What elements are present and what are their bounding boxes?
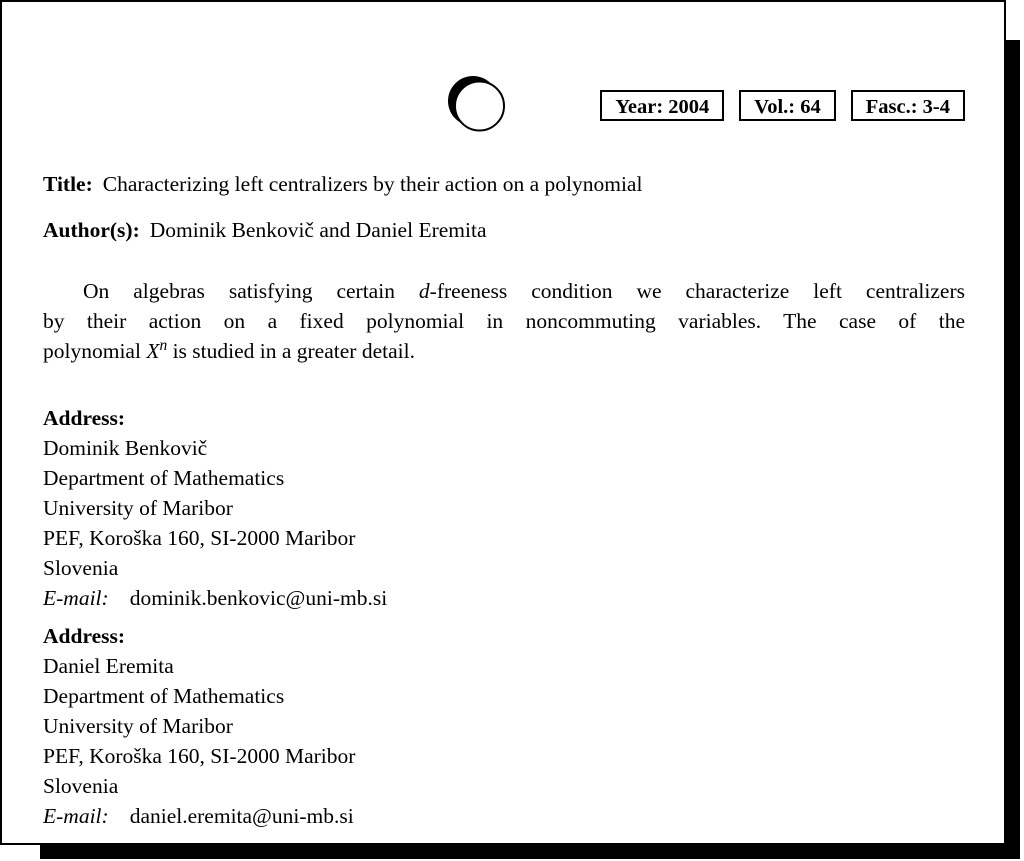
address-heading: Address: — [43, 624, 126, 648]
address-university: University of Maribor — [43, 496, 233, 520]
address-name: Daniel Eremita — [43, 654, 174, 678]
email-label: E-mail: — [43, 586, 109, 610]
abstract-line-1 — [43, 276, 965, 306]
abstract-line-3 — [43, 336, 965, 366]
address-university: University of Maribor — [43, 714, 233, 738]
address-department: Department of Mathematics — [43, 466, 285, 490]
abstract-line-2 — [43, 306, 965, 336]
abstract-text: by their action on a fixed polynomial in noncommuting variables. The case of the — [43, 309, 965, 333]
address-heading: Address: — [43, 406, 126, 430]
address-block-1 — [43, 403, 965, 613]
page-shadow-bottom — [40, 845, 1020, 859]
title-line — [43, 169, 965, 199]
address-name: Dominik Benkovič — [43, 436, 208, 460]
math-var-x: X — [146, 339, 160, 363]
math-var-d: d — [418, 279, 430, 303]
abstract — [43, 276, 965, 366]
email-line — [43, 583, 965, 613]
page-content — [2, 76, 1004, 831]
address-country: Slovenia — [43, 556, 119, 580]
abstract-text: polynomial — [43, 339, 147, 363]
crescent-moon-logo — [447, 76, 507, 134]
title-text: Characterizing left centralizers by their action on a polynomial — [102, 172, 643, 196]
address-department: Department of Mathematics — [43, 684, 285, 708]
abstract-text: -freeness condition we characterize left centralizers — [429, 279, 965, 303]
address-street: PEF, Koroška 160, SI-2000 Maribor — [43, 744, 356, 768]
email-line — [43, 801, 965, 831]
email-address: daniel.eremita@uni-mb.si — [129, 804, 354, 828]
author-line — [43, 215, 965, 245]
abstract-text: On algebras satisfying certain — [83, 279, 419, 303]
authors-text: Dominik Benkovič and Daniel Eremita — [149, 218, 487, 242]
journal-header — [43, 76, 965, 134]
issue-info-boxes — [600, 90, 965, 121]
authors-label: Author(s): — [43, 218, 140, 242]
page-shadow-right — [1006, 40, 1020, 859]
abstract-text: is studied in a greater detail. — [167, 339, 415, 363]
year-box: Year: 2004 — [600, 90, 724, 121]
email-address: dominik.benkovic@uni-mb.si — [129, 586, 388, 610]
math-sup-n: n — [159, 336, 168, 354]
address-street: PEF, Koroška 160, SI-2000 Maribor — [43, 526, 356, 550]
volume-box: Vol.: 64 — [739, 90, 835, 121]
fascicle-box: Fasc.: 3-4 — [851, 90, 965, 121]
address-country: Slovenia — [43, 774, 119, 798]
title-label: Title: — [43, 172, 93, 196]
address-block-2 — [43, 621, 965, 831]
email-label: E-mail: — [43, 804, 109, 828]
